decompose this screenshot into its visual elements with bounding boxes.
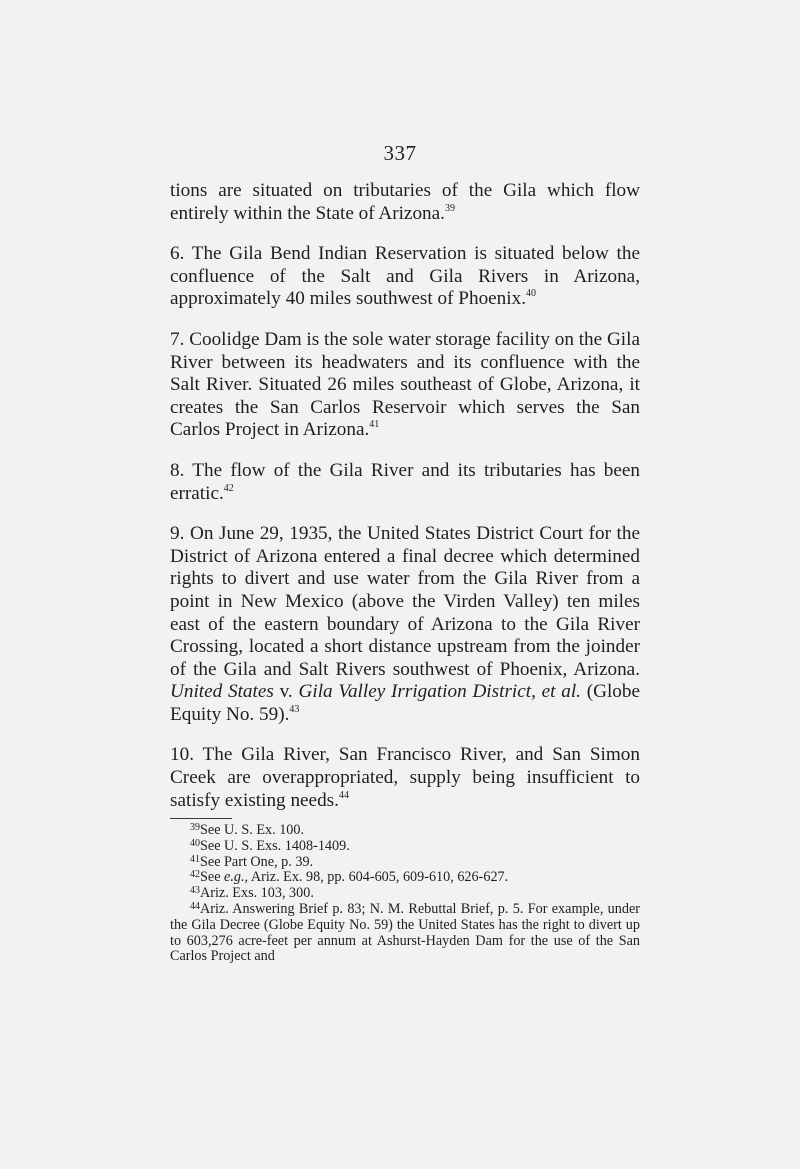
paragraph-9 — [170, 523, 640, 726]
footnote-text: See Part One, p. 39. — [200, 853, 314, 870]
footnote-40 — [170, 839, 640, 855]
footnote-text: See U. S. Ex. 100. — [200, 822, 305, 838]
footnote-prefix: See — [200, 869, 221, 886]
paragraph-8 — [170, 460, 640, 505]
footnote-text: Ariz. Answering Brief p. 83; N. M. Rebuttal Brief, p. 5. For example, under the Gila Decree (Globe Equity No. 59) the United States has the right to divert up to 603,276 acre-feet per annum at Ashurst-Hayden Dam for the use of the San Carlos Project and — [170, 900, 640, 965]
footnote-ref: 40 — [526, 288, 536, 300]
page-number: 337 — [383, 141, 417, 165]
footnote-ref: 41 — [369, 419, 380, 431]
footnote-text: Ariz. Ex. 98, pp. 604-605, 609-610, 626-627. — [250, 869, 509, 886]
case-name-defendant: Gila Valley Irrigation District, et al. — [298, 681, 581, 703]
footnote-marker: 42 — [190, 869, 200, 881]
paragraph-7 — [170, 329, 640, 442]
footnote-marker: 39 — [190, 822, 200, 833]
footnote-ref: 44 — [338, 789, 349, 801]
footnote-marker: 40 — [190, 837, 200, 849]
paragraph-text: 7. Coolidge Dam is the sole water storage facility on the Gila River between its headwaters and its confluence with the Salt River. Situated 26 miles southeast of Globe, Arizona, it creates the San Carlos Reservoir which serves the San Carlos Project in Arizona. — [170, 328, 640, 441]
footnote-marker: 44 — [190, 900, 200, 912]
footnote-ref: 42 — [223, 482, 234, 494]
paragraph-10 — [170, 744, 640, 812]
footnote-44 — [170, 902, 640, 965]
footnotes — [170, 823, 640, 965]
body-text — [170, 180, 640, 830]
case-name-party: United States — [170, 681, 274, 703]
footnote-marker: 43 — [190, 885, 200, 897]
footnote-divider — [170, 818, 232, 819]
paragraph-text: tions are situated on tributaries of the Gila which flow entirely within the State of Arizona. — [170, 180, 640, 224]
footnote-41 — [170, 855, 640, 871]
paragraph-text: 10. The Gila River, San Francisco River, and San Simon Creek are overappropriated, supply being insufficient to satisfy existing needs. — [170, 744, 640, 811]
footnote-text: Ariz. Exs. 103, 300. — [200, 885, 314, 902]
footnote-ref: 39 — [444, 202, 455, 214]
paragraph-continuation — [170, 180, 640, 225]
footnote-marker: 41 — [190, 853, 200, 865]
paragraph-text: 6. The Gila Bend Indian Reservation is situated below the confluence of the Salt and Gila Rivers in Arizona, approximately 40 miles southwest of Phoenix. — [170, 243, 640, 310]
footnote-42 — [170, 870, 640, 886]
footnote-43 — [170, 886, 640, 902]
footnote-39 — [170, 823, 640, 839]
case-versus: v. — [279, 681, 293, 703]
footnote-emphasis: e.g., — [224, 869, 249, 886]
footnote-ref: 43 — [289, 703, 300, 715]
footnote-text: See U. S. Exs. 1408-1409. — [200, 837, 350, 854]
paragraph-text: 8. The flow of the Gila River and its tributaries has been erratic. — [170, 459, 640, 504]
paragraph-text: 9. On June 29, 1935, the United States District Court for the District of Arizona entered a final decree which determined rights to divert and use water from the Gila River from a point in New Mexico (above the Virden Valley) ten miles east of the eastern boundary of Arizona to the Gila River Crossing, located a short distance upstream from the joinder of the Gila and Salt Rivers southwest of Phoenix, Arizona. — [170, 523, 640, 680]
case-citation: (Globe Equity No. 59). — [170, 681, 641, 725]
paragraph-6 — [170, 243, 640, 311]
